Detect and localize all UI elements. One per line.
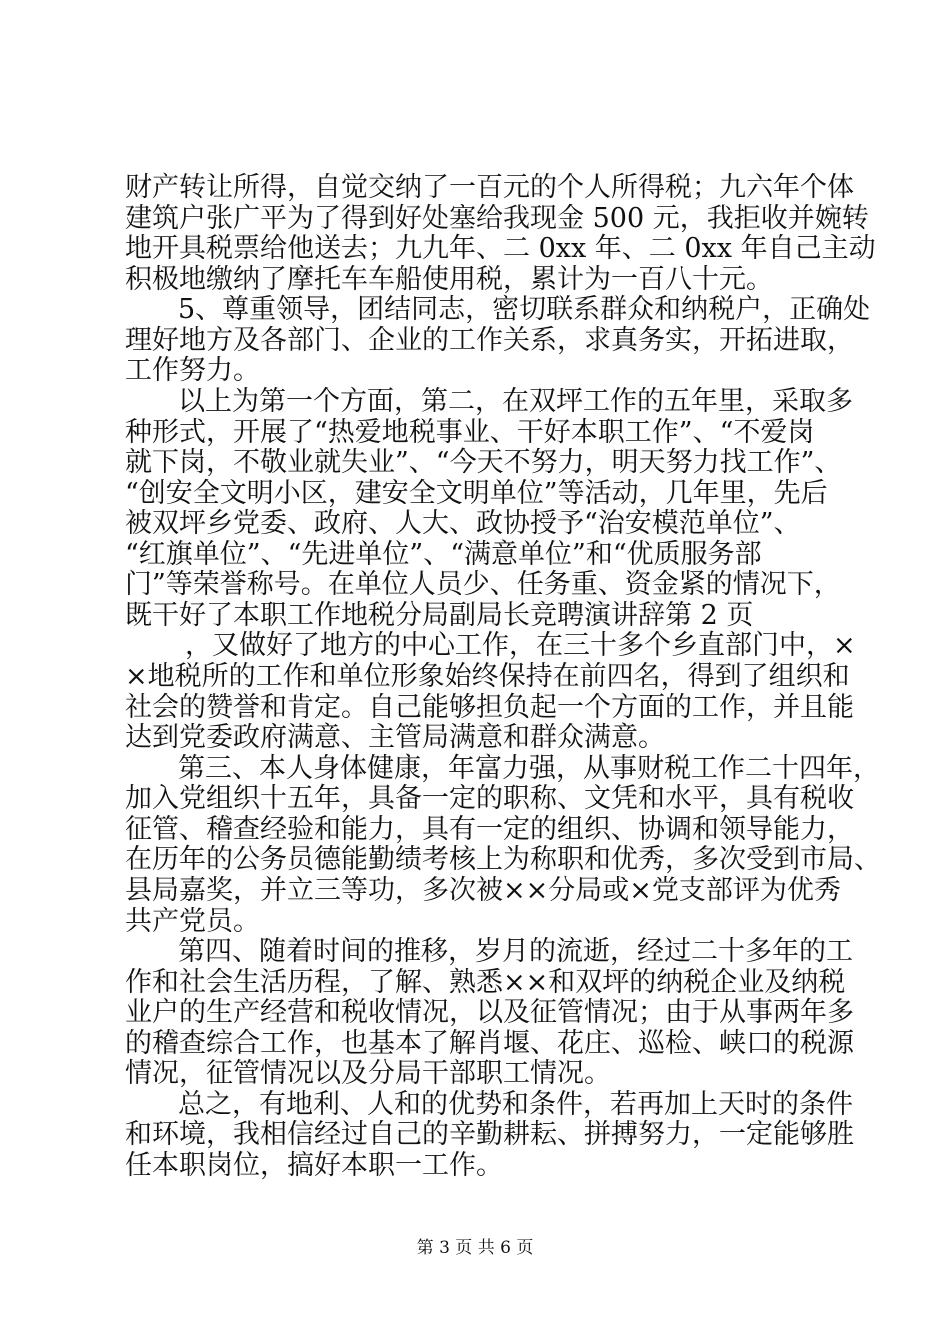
text-line: 工作努力。 [125,355,260,386]
text-line: 就下岗，不敬业就失业”、“今天不努力，明天努力找工作”、 [125,447,842,478]
text-line: 和环境，我相信经过自己的辛勤耕耘、拼搏努力，一定能够胜 [125,1119,854,1150]
text-line: 财产转让所得，自觉交纳了一百元的个人所得税；九六年个体 [125,172,854,203]
text-line: 任本职岗位，搞好本职一工作。 [125,1150,503,1181]
text-line: 既干好了本职工作地税分局副局长竞聘演讲辞第 2 页 [125,600,754,631]
text-line: 县局嘉奖，并立三等功，多次被××分局或×党支部评为优秀 [125,875,841,906]
text-line: 理好地方及各部门、企业的工作关系，求真务实，开拓进取， [125,325,854,356]
text-line: 的稽查综合工作，也基本了解肖堰、花庄、巡检、峡口的税源 [125,1028,854,1059]
text-line: 情况，征管情况以及分局干部职工情况。 [125,1058,611,1089]
text-line: “红旗单位”、“先进单位”、“满意单位”和“优质服务部 [125,539,762,570]
text-line: ，又做好了地方的中心工作，在三十多个乡直部门中，× [185,630,856,661]
text-line: 总之，有地利、人和的优势和条件，若再加上天时的条件 [178,1089,853,1120]
page-footer: 第 3 页 共 6 页 [416,1238,534,1258]
text-line: 门”等荣誉称号。在单位人员少、任务重、资金紧的情况下， [125,569,841,600]
text-line: 地开具税票给他送去；九九年、二 0xx 年、二 0xx 年自己主动 [125,233,876,264]
text-line: 社会的赞誉和肯定。自己能够担负起一个方面的工作，并且能 [125,692,854,723]
text-line: “创安全文明小区，建安全文明单位”等活动，几年里，先后 [125,478,828,509]
text-line: 种形式，开展了“热爱地税事业、干好本职工作”、“不爱岗 [125,417,815,448]
text-line: 被双坪乡党委、政府、人大、政协授予“治安模范单位”、 [125,508,801,539]
text-line: 加入党组织十五年，具备一定的职称、文凭和水平，具有税收 [125,783,854,814]
text-line: 共产党员。 [125,906,260,937]
text-line: 业户的生产经营和税收情况，以及征管情况；由于从事两年多 [125,997,854,1028]
text-line: 征管、稽查经验和能力，具有一定的组织、协调和领导能力， [125,814,854,845]
text-line: ×地税所的工作和单位形象始终保持在前四名，得到了组织和 [125,661,850,692]
text-line: 在历年的公务员德能勤绩考核上为称职和优秀，多次受到市局、 [125,844,881,875]
text-line: 积极地缴纳了摩托车车船使用税，累计为一百八十元。 [125,264,773,295]
text-line: 达到党委政府满意、主管局满意和群众满意。 [125,722,665,753]
text-line: 建筑户张广平为了得到好处塞给我现金 500 元，我拒收并婉转 [125,203,869,234]
text-line: 第三、本人身体健康，年富力强，从事财税工作二十四年， [178,753,880,784]
text-line: 以上为第一个方面，第二，在双坪工作的五年里，采取多 [178,386,853,417]
text-line: 5、尊重领导，团结同志，密切联系群众和纳税户，正确处 [178,294,871,325]
text-line: 作和社会生活历程，了解、熟悉××和双坪的纳税企业及纳税 [125,967,846,998]
text-line: 第四、随着时间的推移，岁月的流逝，经过二十多年的工 [178,936,853,967]
